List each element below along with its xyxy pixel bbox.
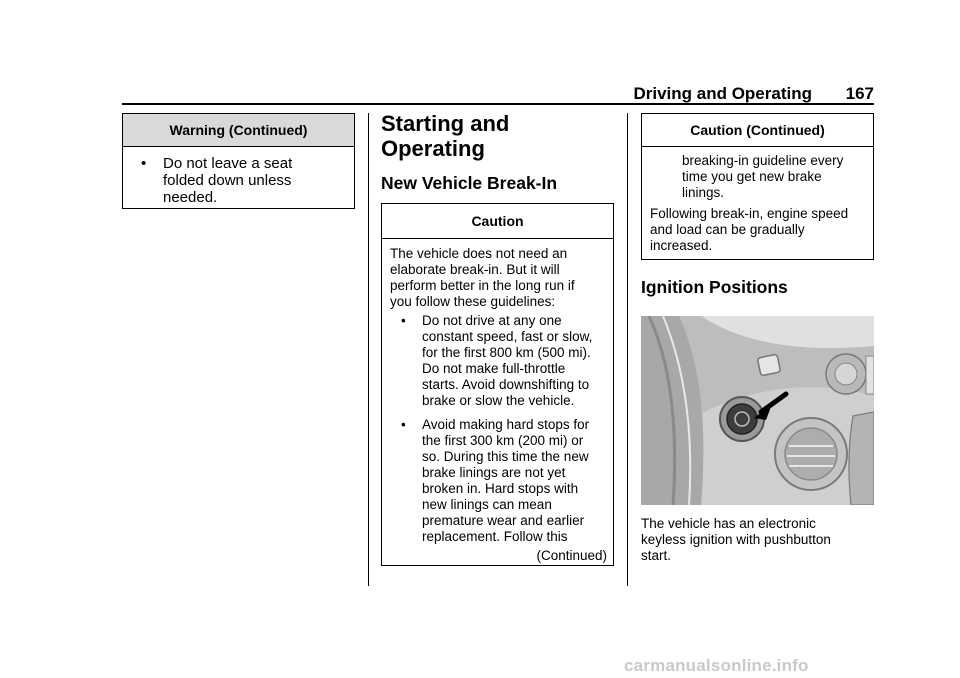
column-divider-2 [627, 113, 628, 586]
warning-continued-box [122, 113, 355, 209]
bullet-line: new linings can mean [422, 497, 552, 512]
warning-box-title: Warning (Continued) [123, 114, 354, 147]
followup-line: increased. [650, 238, 713, 253]
caution-box-title: Caution [382, 204, 613, 239]
caution-continued-title: Caution (Continued) [642, 114, 873, 147]
ignition-heading: Ignition Positions [641, 277, 788, 297]
warning-bullet-line: folded down unless [163, 172, 292, 189]
bullet-line: the first 300 km (200 mi) or [422, 433, 584, 448]
bullet-line: brake linings are not yet [422, 465, 566, 480]
break-in-heading: New Vehicle Break-In [381, 173, 558, 193]
caution-continued-box [641, 113, 874, 260]
caution-intro-line: perform better in the long run if [390, 278, 575, 293]
caution-bullet-1 [382, 313, 613, 409]
bullet-line: replacement. Follow this [422, 529, 568, 544]
warning-bullet-line: Do not leave a seat [163, 155, 293, 172]
ignition-line: keyless ignition with pushbutton [641, 532, 831, 547]
ignition-description [641, 516, 874, 564]
ignition-illustration [641, 316, 874, 505]
watermark: carmanualsonline.info [624, 656, 809, 675]
bullet-dot: • [401, 313, 406, 328]
followup-line: and load can be gradually [650, 222, 805, 237]
break-in-caution-box [381, 203, 614, 566]
warning-bullet-line: needed. [163, 189, 218, 206]
followup-line: Following break-in, engine speed [650, 206, 849, 221]
bullet-line: Do not drive at any one [422, 313, 562, 328]
page-number: 167 [845, 84, 874, 103]
bullet-line: so. During this time the new [422, 449, 589, 464]
bullet-line: constant speed, fast or slow, [422, 329, 593, 344]
section-title [381, 111, 621, 161]
bullet-line: for the first 800 km (500 mi). [422, 345, 591, 360]
caution-cont-line: time you get new brake [682, 169, 822, 184]
caution-intro-line: you follow these guidelines: [390, 294, 556, 309]
column-divider-1 [368, 113, 369, 586]
header-rule [122, 103, 874, 105]
bullet-dot: • [401, 417, 406, 432]
bullet-line: broken in. Hard stops with [422, 481, 579, 496]
caution-intro [382, 239, 613, 310]
caution-intro-line: elaborate break-in. But it will [390, 262, 560, 277]
bullet-dot: • [141, 155, 147, 172]
ignition-line: The vehicle has an electronic [641, 516, 816, 531]
caution-cont-line: breaking-in guideline every [682, 153, 844, 168]
bullet-line: premature wear and earlier [422, 513, 585, 528]
caution-bullet-2 [382, 417, 613, 545]
bullet-line: Do not make full-throttle [422, 361, 566, 376]
running-header-title: Driving and Operating [633, 84, 812, 103]
continued-label: (Continued) [536, 548, 607, 563]
bullet-line: Avoid making hard stops for [422, 417, 590, 432]
section-title-line: Starting and [381, 111, 510, 136]
break-in-followup [642, 201, 873, 254]
caution-cont-line: linings. [682, 185, 725, 200]
caution-intro-line: The vehicle does not need an [390, 246, 568, 261]
section-title-line: Operating [381, 136, 485, 161]
ignition-line: start. [641, 548, 672, 563]
warning-bullet [123, 155, 354, 206]
bullet-line: brake or slow the vehicle. [422, 393, 575, 408]
bullet-line: starts. Avoid downshifting to [422, 377, 590, 392]
caution-continued-text [642, 147, 873, 201]
